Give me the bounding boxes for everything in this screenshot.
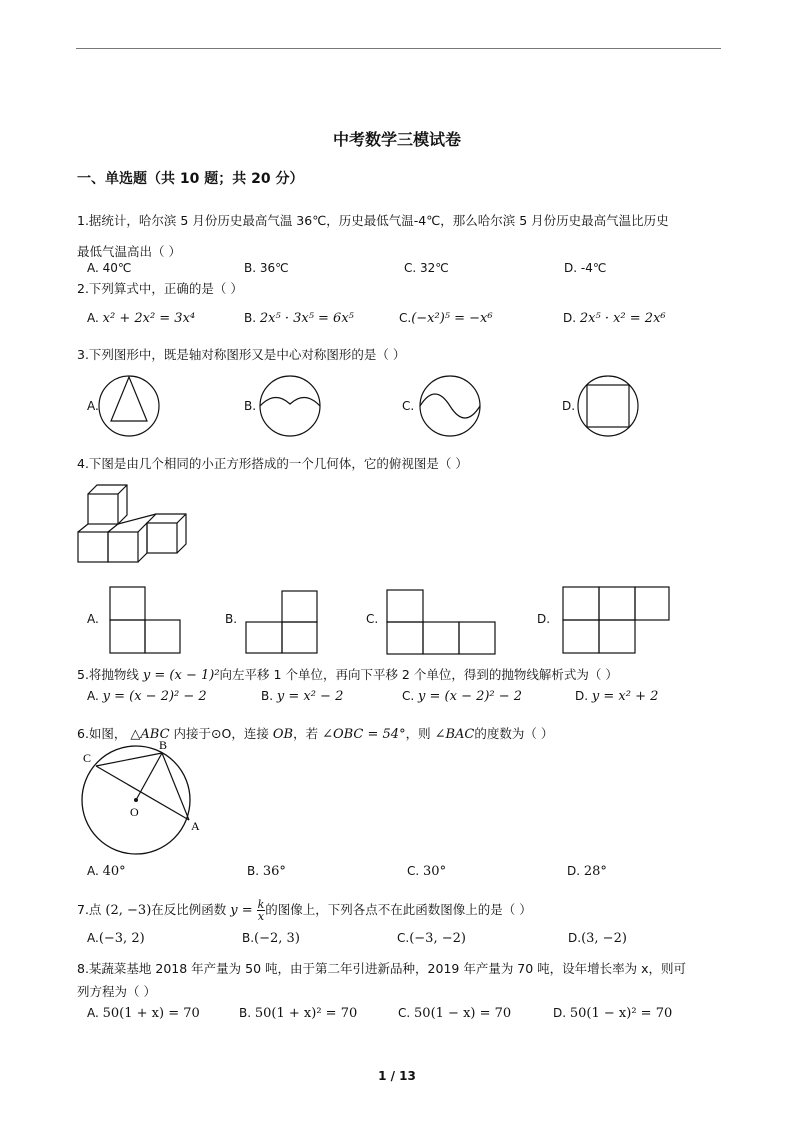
q1-stem-line1: 1.据统计，哈尔滨 5 月份历史最高气温 36℃，历史最低气温-4℃，那么哈尔滨 5 月份历史最高气温比历史 <box>77 213 669 228</box>
q1-option-a: A. 40℃ <box>87 261 132 275</box>
q3-label-b: B. <box>244 399 257 413</box>
q2-stem: 2.下列算式中，正确的是（ ） <box>77 281 243 296</box>
q6-label-o: O <box>130 805 139 819</box>
q8-stem-line1: 8.某蔬菜基地 2018 年产量为 50 吨，由于第二年引进新品种，2019 年产量为 70 吨，设年增长率为 x，则可 <box>77 961 687 976</box>
q6-option-c: C. 30° <box>407 864 447 879</box>
q1-stem-line2: 最低气温高出（ ） <box>77 244 181 259</box>
q6-option-b: B. 36° <box>247 864 286 879</box>
q4-label-a: A. <box>87 612 99 626</box>
q3-stem: 3.下列图形中，既是轴对称图形又是中心对称图形的是（ ） <box>77 347 406 362</box>
q3-figure-b <box>256 374 326 440</box>
q7-fraction: $\frac{k}{x}$ <box>257 898 265 923</box>
header-rule <box>76 48 721 49</box>
q6-label-a: A <box>191 819 200 833</box>
q5-option-a: A. y = (x − 2)² − 2 <box>87 689 207 704</box>
q4-figure-b <box>245 590 319 656</box>
q1-option-b: B. 36℃ <box>244 261 289 275</box>
q2-option-b: B. 2x⁵ · 3x⁵ = 6x⁵ <box>244 311 354 326</box>
q7-stem: 7.点 (2, −3)在反比例函数 y = $\frac{k}{x}$ 的图像上，下列各点不在此函数图像上的是（ ） <box>77 898 532 923</box>
q4-stem: 4.下图是由几个相同的小正方形搭成的一个几何体，它的俯视图是（ ） <box>77 456 468 471</box>
q7-option-a: A.(−3, 2) <box>87 931 145 946</box>
q3-figure-c <box>416 374 486 440</box>
q5-option-b: B. y = x² − 2 <box>261 689 344 704</box>
q6-option-d: D. 28° <box>567 864 607 879</box>
q4-label-c: C. <box>366 612 379 626</box>
q7-option-c: C.(−3, −2) <box>397 931 466 946</box>
q1-option-d: D. -4℃ <box>564 261 607 275</box>
q7-option-d: D.(3, −2) <box>568 931 627 946</box>
q3-label-d: D. <box>562 399 576 413</box>
q4-label-d: D. <box>537 612 551 626</box>
page-number: 1 / 13 <box>378 1069 416 1083</box>
q3-figure-a <box>95 374 165 440</box>
q6-label-b: B <box>159 738 168 752</box>
q8-option-a: A. 50(1 + x) = 70 <box>87 1006 200 1021</box>
q4-figure-a <box>109 586 183 656</box>
q2-option-c: C.(−x²)⁵ = −x⁶ <box>399 311 493 326</box>
q4-label-b: B. <box>225 612 238 626</box>
section-heading: 一、单选题（共 10 题；共 20 分） <box>77 171 304 187</box>
page-title: 中考数学三模试卷 <box>332 130 461 149</box>
q5-stem-expression: y = (x − 1)² <box>142 668 220 683</box>
q6-option-a: A. 40° <box>87 864 126 879</box>
q5-stem: 5.将抛物线 y = (x − 1)²向左平移 1 个单位，再向下平移 2 个单位，得到的抛物线解析式为（ ） <box>77 667 618 683</box>
q2-option-d: D. 2x⁵ · x² = 2x⁶ <box>563 311 666 326</box>
q8-option-c: C. 50(1 − x) = 70 <box>398 1006 512 1021</box>
q1-option-c: C. 32℃ <box>404 261 449 275</box>
q5-option-c: C. y = (x − 2)² − 2 <box>402 689 523 704</box>
q7-option-b: B.(−2, 3) <box>242 931 300 946</box>
q5-option-d: D. y = x² + 2 <box>575 689 659 704</box>
q6-stem: 6.如图， △ABC 内接于⊙O，连接 OB，若 ∠OBC = 54°，则 ∠BAC的度数为（ ） <box>77 726 554 742</box>
q4-figure-d <box>562 586 674 656</box>
q3-label-c: C. <box>402 399 415 413</box>
q6-circle-figure <box>79 740 209 860</box>
q8-option-d: D. 50(1 − x)² = 70 <box>553 1006 673 1021</box>
q2-option-a: A. x² + 2x² = 3x⁴ <box>87 311 196 326</box>
q3-label-a: A. <box>87 399 99 413</box>
q8-option-b: B. 50(1 + x)² = 70 <box>239 1006 358 1021</box>
q4-solid-figure <box>76 482 192 564</box>
q8-stem-line2: 列方程为（ ） <box>77 984 156 999</box>
q6-label-c: C <box>83 751 92 765</box>
q4-figure-c <box>386 589 498 657</box>
q3-figure-d <box>574 374 644 440</box>
